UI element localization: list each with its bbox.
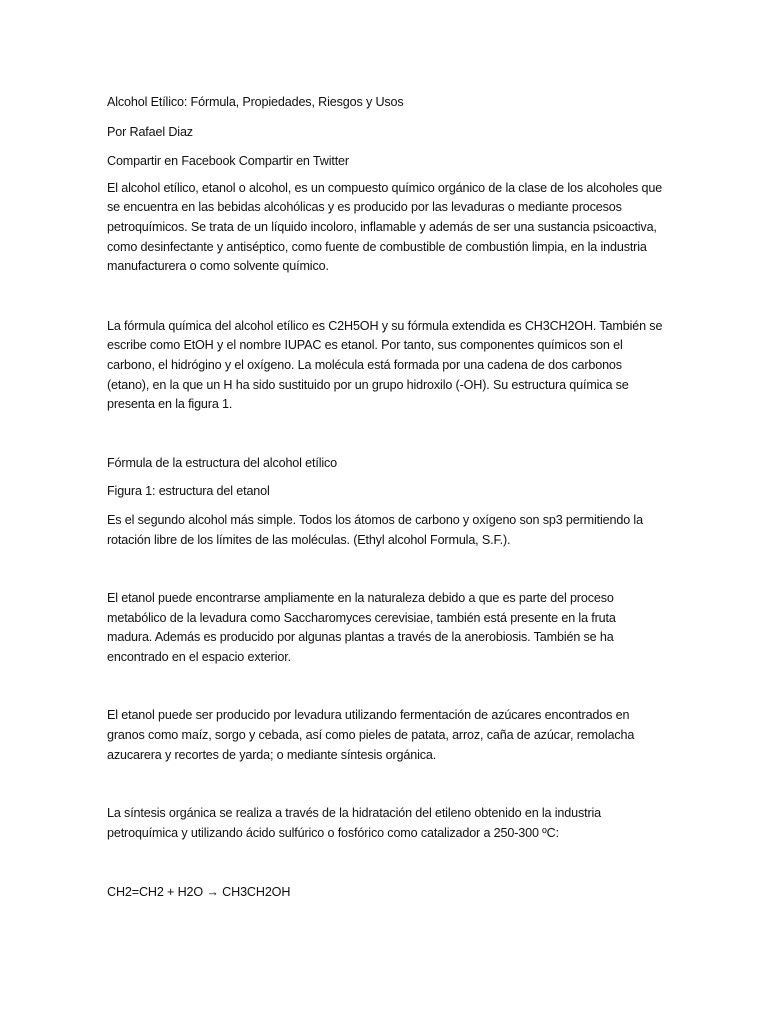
paragraph-simple-alcohol: Es el segundo alcohol más simple. Todos los átomos de carbono y oxígeno son sp3 permitiendo la rotación libre de los límites de las moléculas. (Ethyl alcohol Formula, S.F.). <box>107 512 643 547</box>
paragraph-synthesis: La síntesis orgánica se realiza a través de la hidratación del etileno obtenido en la industria petroquímica y utilizando ácido sulfúrico o fosfórico como catalizador a 250-300 ºC: <box>107 806 602 840</box>
paragraph-production: El etanol puede ser producido por levadura utilizando fermentación de azúcares encontrados en granos como maíz, sorgo y cebada, así como pieles de patata, arroz, caña de azúcar, remolacha azucarera y recortes de yarda; o mediante síntesis orgánica. <box>107 708 635 762</box>
document-title: Alcohol Etílico: Fórmula, Propiedades, Riesgos y Usos <box>107 95 404 109</box>
paragraph-nature: El etanol puede encontrarse ampliamente en la naturaleza debido a que es parte del proceso metabólico de la levadura como Saccharomyces cerevisiae, también está presente en la fruta madura. Además es producido por algunas plantas a través de la anerobiosis. También se ha encontrado en el espacio exterior. <box>107 591 616 664</box>
paragraph-intro: El alcohol etílico, etanol o alcohol, es un compuesto químico orgánico de la clase de los alcoholes que se encuentra en las bebidas alcohólicas y es producido por las levaduras o mediante procesos petroquímicos. Se trata de un líquido incoloro, inflamable y además de ser una sustancia psicoactiva, como desinfectante y antiséptico, como fuente de combustible de combustión limpia, en la industria manufacturera o como solvente químico. <box>107 180 663 274</box>
document-body <box>107 93 663 903</box>
share-links: Compartir en Facebook Compartir en Twitter <box>107 154 349 169</box>
paragraph-formula: La fórmula química del alcohol etílico es C2H5OH y su fórmula extendida es CH3CH2OH. También se escribe como EtOH y el nombre IUPAC es etanol. Por tanto, sus componentes químicos son el carbono, el hidrógino y el oxígeno. La molécula está formada por una cadena de dos carbonos (etano), en la que un H ha sido sustituido por un grupo hidroxilo (-OH). Su estructura química se presenta en la figura 1. <box>107 318 663 412</box>
structure-caption: Fórmula de la estructura del alcohol etílico <box>107 455 338 470</box>
reaction-equation: CH2=CH2 + H2O → CH3CH2OH <box>107 885 291 900</box>
document-author: Por Rafael Diaz <box>107 124 193 139</box>
figure-label: Figura 1: estructura del etanol <box>107 484 270 499</box>
